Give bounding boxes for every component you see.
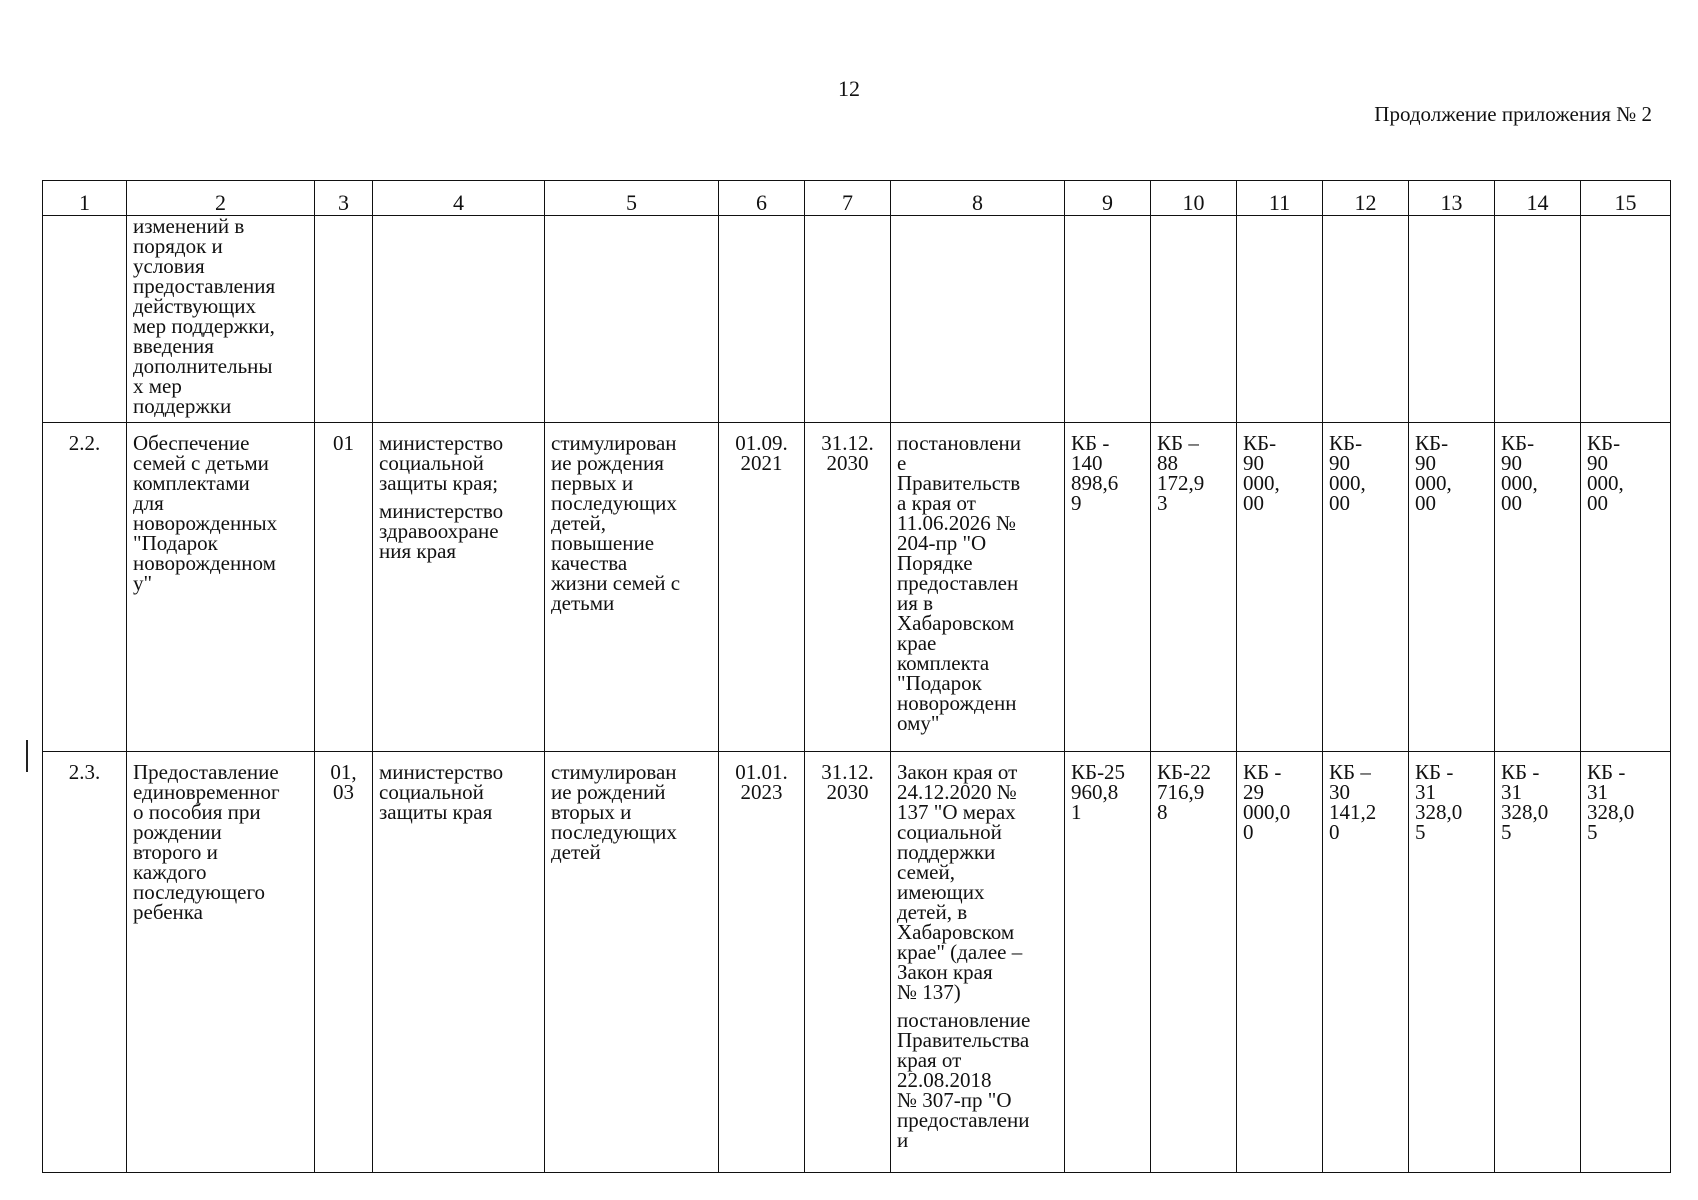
cell-line: 90 [1587, 451, 1608, 475]
cell-line: КБ- [1243, 431, 1277, 455]
header-row [43, 181, 1671, 216]
cell-line: 11.06.2026 № [897, 511, 1017, 535]
cell-line: условия [133, 254, 205, 278]
cell-col-9 [1065, 216, 1151, 423]
cell-line: 000, [1243, 471, 1280, 495]
cell-col-14 [1495, 216, 1581, 423]
column-header-15: 15 [1581, 181, 1671, 216]
cell-col-2 [127, 752, 315, 1173]
cell-line: КБ – [1329, 760, 1371, 784]
column-header-14: 14 [1495, 181, 1581, 216]
cell-line: 88 [1157, 451, 1178, 475]
cell-line: 90 [1243, 451, 1264, 475]
page-number: 12 [838, 76, 860, 101]
cell-line: 24.12.2020 № [897, 780, 1017, 804]
cell-line: социальной [379, 780, 484, 804]
cell-line: 31.12. [821, 760, 874, 784]
cell-line: 90 [1329, 451, 1350, 475]
cell-line: стимулирован [551, 760, 677, 784]
cell-line: 000, [1501, 471, 1538, 495]
cell-line: комплекта [897, 651, 990, 675]
cell-line: 31 [1415, 780, 1436, 804]
cell-line: поддержки [897, 840, 996, 864]
cell-line: края от [897, 1048, 962, 1072]
cell-col-2 [127, 216, 315, 423]
cell-line: Хабаровском [897, 611, 1015, 635]
cell-line: 328,0 [1587, 800, 1635, 824]
cell-line: КБ-25 [1071, 760, 1126, 784]
cell-line: КБ - [1243, 760, 1282, 784]
cell-line: введения [133, 334, 214, 358]
cell-col-7 [805, 216, 891, 423]
cell-line: № 137) [897, 980, 961, 1004]
appendix-continuation-label: Продолжение приложения № 2 [1374, 102, 1652, 126]
cell-line: х мер [133, 374, 182, 398]
cell-line: имеющих [897, 880, 985, 904]
cell-line: о пособия при [133, 800, 261, 824]
cell-line: детьми [551, 591, 615, 615]
cell-line: 8 [1157, 800, 1168, 824]
cell-text: 01 [333, 431, 354, 455]
cell-line: ия в [897, 591, 934, 615]
column-header-1: 1 [43, 181, 127, 216]
cell-line: 1 [1071, 800, 1082, 824]
column-header-13: 13 [1409, 181, 1495, 216]
cell-line: КБ - [1501, 760, 1540, 784]
cell-line: 2021 [740, 451, 783, 475]
cell-col-15 [1581, 216, 1671, 423]
cell-col-14 [1495, 423, 1581, 752]
cell-line: 960,8 [1071, 780, 1119, 804]
cell-line: Хабаровском [897, 920, 1015, 944]
column-header-7: 7 [805, 181, 891, 216]
cell-line: последующих [551, 820, 677, 844]
cell-line: "Подарок [897, 671, 982, 695]
cell-col-3 [315, 216, 373, 423]
cell-line: 2030 [826, 780, 869, 804]
cell-line: защиты края; [379, 471, 499, 495]
cell-line: предоставления [133, 274, 276, 298]
cell-line: министерство [379, 499, 504, 523]
cell-line: КБ - [1415, 760, 1454, 784]
cell-line: 00 [1587, 491, 1608, 515]
cell-col-8 [891, 752, 1065, 1173]
cell-col-13 [1409, 216, 1495, 423]
cell-line: второго и [133, 840, 218, 864]
cell-line: действующих [133, 294, 257, 318]
cell-col-11 [1237, 752, 1323, 1173]
cell-line: мер поддержки, [133, 314, 275, 338]
cell-col-1 [43, 752, 127, 1173]
cell-line: постановление [897, 1008, 1031, 1032]
cell-line: КБ-22 [1157, 760, 1212, 784]
cell-line: дополнительны [133, 354, 273, 378]
cell-line: каждого [133, 860, 207, 884]
table-row [43, 752, 1671, 1173]
cell-line: 30 [1329, 780, 1350, 804]
cell-line: 5 [1587, 820, 1598, 844]
cell-line: 172,9 [1157, 471, 1205, 495]
cell-line: 716,9 [1157, 780, 1205, 804]
cell-line: 0 [1243, 820, 1254, 844]
cell-line: 90 [1501, 451, 1522, 475]
cell-line: Закон края [897, 960, 993, 984]
cell-col-10 [1151, 216, 1237, 423]
column-header-6: 6 [719, 181, 805, 216]
cell-col-7 [805, 423, 891, 752]
cell-col-12 [1323, 216, 1409, 423]
cell-line: детей [551, 840, 601, 864]
cell-line: КБ- [1587, 431, 1621, 455]
column-header-10: 10 [1151, 181, 1237, 216]
cell-col-5 [545, 216, 719, 423]
cell-line: 000,0 [1243, 800, 1291, 824]
cell-line: 328,0 [1501, 800, 1549, 824]
cell-line: 000, [1415, 471, 1452, 495]
cell-line: предоставлен [897, 571, 1019, 595]
cell-line: 31 [1501, 780, 1522, 804]
cell-col-10 [1151, 752, 1237, 1173]
cell-line: Предоставление [133, 760, 279, 784]
cell-line: Закон края от [897, 760, 1018, 784]
cell-line: детей, [551, 511, 606, 535]
cell-col-4 [373, 752, 545, 1173]
cell-line: № 307-пр "О [897, 1088, 1012, 1112]
cell-col-6 [719, 752, 805, 1173]
cell-line: 29 [1243, 780, 1264, 804]
cell-col-3 [315, 752, 373, 1173]
column-header-12: 12 [1323, 181, 1409, 216]
cell-line: новорожденн [897, 691, 1017, 715]
cell-line: 5 [1415, 820, 1426, 844]
cell-line: ния края [379, 539, 457, 563]
cell-line: е [897, 451, 907, 475]
cell-line: новорожденном [133, 551, 276, 575]
cell-line: 31.12. [821, 431, 874, 455]
cell-col-1 [43, 423, 127, 752]
cell-line: 00 [1501, 491, 1522, 515]
cell-line: ребенка [133, 900, 203, 924]
cell-line: "Подарок [133, 531, 218, 555]
cell-line: КБ- [1329, 431, 1363, 455]
cell-col-13 [1409, 423, 1495, 752]
cell-line: единовременног [133, 780, 280, 804]
cell-line: семей, [897, 860, 955, 884]
cell-line: 00 [1415, 491, 1436, 515]
cell-line: КБ - [1071, 431, 1110, 455]
cell-line: 00 [1329, 491, 1350, 515]
cell-col-14 [1495, 752, 1581, 1173]
cell-line: 140 [1071, 451, 1103, 475]
cell-line: КБ – [1157, 431, 1199, 455]
cell-line: детей, в [897, 900, 968, 924]
cell-line: 141,2 [1329, 800, 1377, 824]
cell-line: порядок и [133, 234, 223, 258]
cell-line: а края от [897, 491, 976, 515]
cell-line: 01.01. [735, 760, 788, 784]
cell-line: 9 [1071, 491, 1082, 515]
column-header-8: 8 [891, 181, 1065, 216]
cell-line: КБ - [1587, 760, 1626, 784]
cell-line: Порядке [897, 551, 973, 575]
cell-line: министерство [379, 431, 504, 455]
cell-col-4 [373, 216, 545, 423]
cell-line: Правительства [897, 1028, 1030, 1052]
cell-line: защиты края [379, 800, 493, 824]
cell-line: повышение [551, 531, 655, 555]
cell-line: жизни семей с [551, 571, 681, 595]
cell-col-3 [315, 423, 373, 752]
cell-col-4 [373, 423, 545, 752]
cell-line: Обеспечение [133, 431, 250, 455]
cell-line: ие рождений [551, 780, 666, 804]
cell-line: 00 [1243, 491, 1264, 515]
cell-col-6 [719, 216, 805, 423]
cell-text: 2.2. [68, 431, 101, 455]
cell-line: первых и [551, 471, 634, 495]
cell-line: семей с детьми [133, 451, 269, 475]
cell-line: качества [551, 551, 628, 575]
cell-line: последующего [133, 880, 266, 904]
cell-line: поддержки [133, 394, 232, 418]
cell-line: 2023 [740, 780, 783, 804]
cell-line: ому" [897, 711, 940, 735]
cell-line: 328,0 [1415, 800, 1463, 824]
column-header-2: 2 [127, 181, 315, 216]
column-header-9: 9 [1065, 181, 1151, 216]
cell-line: 5 [1501, 820, 1512, 844]
cell-line: 898,6 [1071, 471, 1119, 495]
cell-col-9 [1065, 752, 1151, 1173]
cell-line: 90 [1415, 451, 1436, 475]
cell-col-13 [1409, 752, 1495, 1173]
cell-line: Правительств [897, 471, 1021, 495]
cell-line: 000, [1587, 471, 1624, 495]
cell-line: крае [897, 631, 937, 655]
cell-line: 22.08.2018 [897, 1068, 992, 1092]
column-header-3: 3 [315, 181, 373, 216]
cell-line: для [133, 491, 164, 515]
cell-line: вторых и [551, 800, 632, 824]
cell-line: 000, [1329, 471, 1366, 495]
cell-line: здравоохране [379, 519, 499, 543]
cell-col-15 [1581, 752, 1671, 1173]
cell-line: стимулирован [551, 431, 677, 455]
cell-line: рождении [133, 820, 222, 844]
cell-text: 2.3. [68, 760, 101, 784]
cell-line: и [897, 1128, 909, 1152]
cell-line: комплектами [133, 471, 250, 495]
cell-col-2 [127, 423, 315, 752]
measures-table [42, 180, 1671, 1173]
cell-line: предоставлени [897, 1108, 1030, 1132]
cell-line: 137 "О мерах [897, 800, 1016, 824]
cell-line: 0 [1329, 820, 1340, 844]
cell-col-12 [1323, 423, 1409, 752]
cell-line: 31 [1587, 780, 1608, 804]
cell-line: КБ- [1415, 431, 1449, 455]
cell-line: последующих [551, 491, 677, 515]
cell-text: 01, 03 [330, 760, 357, 804]
cell-col-8 [891, 216, 1065, 423]
cell-line: 3 [1157, 491, 1168, 515]
scan-margin-mark [26, 740, 28, 772]
cell-col-5 [545, 423, 719, 752]
cell-line: изменений в [133, 215, 245, 238]
column-header-11: 11 [1237, 181, 1323, 216]
cell-col-11 [1237, 423, 1323, 752]
cell-col-9 [1065, 423, 1151, 752]
cell-col-8 [891, 423, 1065, 752]
cell-line: социальной [897, 820, 1002, 844]
cell-line: крае" (далее – [897, 940, 1023, 964]
cell-line: КБ- [1501, 431, 1535, 455]
column-header-5: 5 [545, 181, 719, 216]
cell-line: у" [133, 571, 153, 595]
cell-line: 01.09. [735, 431, 788, 455]
cell-line: 204-пр "О [897, 531, 987, 555]
column-header-4: 4 [373, 181, 545, 216]
cell-line: новорожденных [133, 511, 278, 535]
cell-col-12 [1323, 752, 1409, 1173]
cell-line: постановлени [897, 431, 1021, 455]
cell-col-5 [545, 752, 719, 1173]
table-row [43, 423, 1671, 752]
cell-col-11 [1237, 216, 1323, 423]
cell-col-6 [719, 423, 805, 752]
cell-line: 2030 [826, 451, 869, 475]
cell-col-15 [1581, 423, 1671, 752]
cell-line: социальной [379, 451, 484, 475]
cell-line: министерство [379, 760, 504, 784]
cell-col-10 [1151, 423, 1237, 752]
cell-col-1 [43, 216, 127, 423]
cell-col-7 [805, 752, 891, 1173]
cell-line: ие рождения [551, 451, 664, 475]
table-row [43, 216, 1671, 423]
